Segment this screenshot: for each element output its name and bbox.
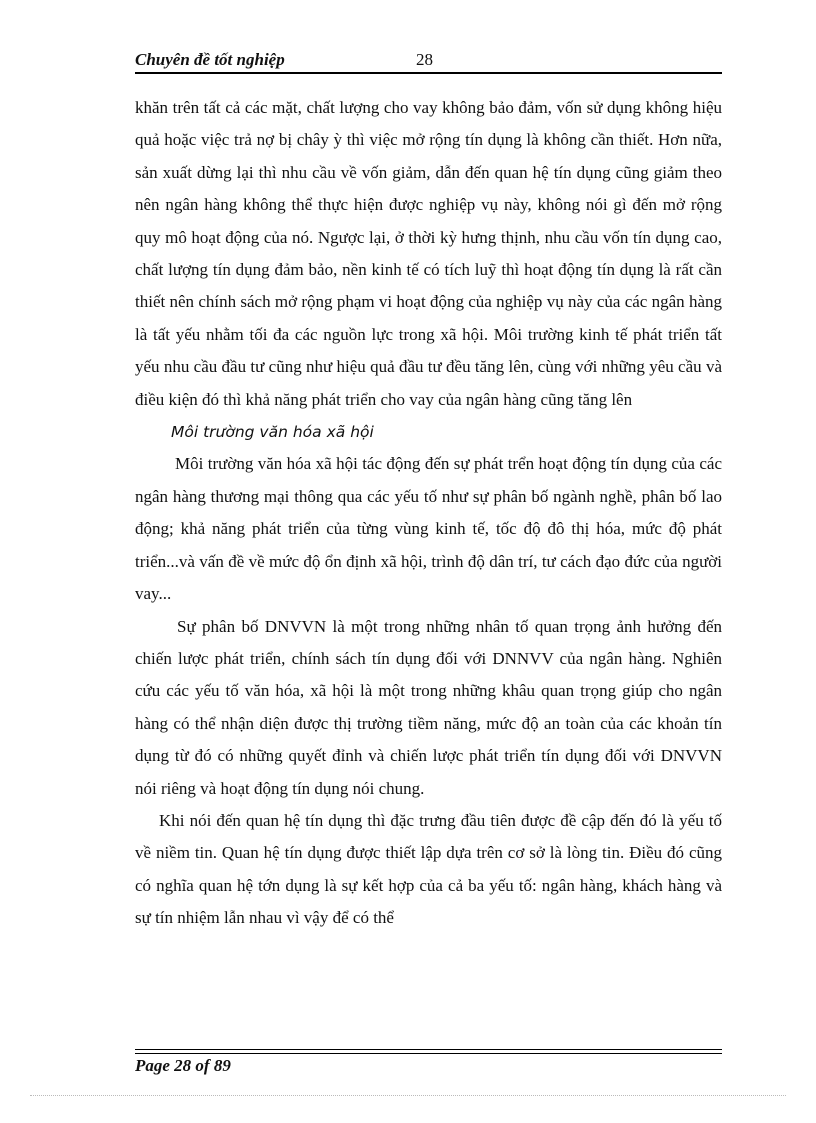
- paragraph-continuation: khăn trên tất cả các mặt, chất lượng cho vay không bảo đảm, vốn sử dụng không hiệu quả hoặc việc trả nợ bị chây ỳ thì việc mở rộng tín dụng là không cần thiết. Hơn nữa, sản xuất dừng lại thì nhu cầu về vốn giảm, dẫn đến quan hệ tín dụng cũng giảm theo nên ngân hàng không thể thực hiện được nghiệp vụ này, không nói gì đến mở rộng quy mô hoạt động của nó. Ngược lại, ở thời kỳ hưng thịnh, nhu cầu vốn tín dụng cao, chất lượng tín dụng đảm bảo, nền kinh tế có tích luỹ thì hoạt động tín dụng là rất cần thiết nên chính sách mở rộng phạm vi hoạt động của nghiệp vụ này của các ngân hàng là tất yếu nhằm tối đa các nguồn lực trong xã hội. Môi trường kinh tế phát triển tất yếu nhu cầu đầu tư cũng như hiệu quả đầu tư đều tăng lên, cùng với những yêu cầu và điều kiện đó thì khả năng phát triển cho vay của ngân hàng cũng tăng lên: [135, 98, 722, 409]
- body-text: [135, 92, 722, 935]
- section-heading: Môi trường văn hóa xã hội: [171, 423, 374, 442]
- paragraph: Khi nói đến quan hệ tín dụng thì đặc trưng đầu tiên được đề cập đến đó là yếu tố về niềm tin. Quan hệ tín dụng được thiết lập dựa trên cơ sở là lòng tin. Điều đó cũng có nghĩa quan hệ tớn dụng là sự kết hợp của cả ba yếu tố: ngân hàng, khách hàng và sự tín nhiệm lẫn nhau vì vậy để có thể: [135, 810, 722, 928]
- header-rule: [135, 72, 722, 74]
- paragraph: Môi trường văn hóa xã hội tác động đến sự phát trển hoạt động tín dụng của các ngân hàng thương mại thông qua các yếu tố như sự phân bố ngành nghề, phân bố lao động; khả năng phát triển của từng vùng kinh tế, tốc độ đô thị hóa, mức độ phát triển...và vấn đề về mức độ ổn định xã hội, trình độ dân trí, tư cách đạo đức của người vay...: [135, 454, 722, 604]
- header-title: Chuyên đề tốt nghiệp: [135, 50, 285, 69]
- footer-rule: [135, 1053, 722, 1054]
- footer-rule: [135, 1049, 722, 1050]
- page-header: [135, 50, 722, 72]
- header-page-number: 28: [416, 50, 433, 69]
- paragraph: Sự phân bố DNVVN là một trong những nhân tố quan trọng ảnh hưởng đến chiến lược phát triển, chính sách tín dụng đối với DNNVV của ngân hàng. Nghiên cứu các yếu tố văn hóa, xã hội là một trong những khâu quan trọng giúp cho ngân hàng có thể nhận diện được thị trường tiềm năng, mức độ an toàn của các khoản tín dụng từ đó có những quyết đỉnh và chiến lược phát triển tín dụng đối với DNVVN nói riêng và hoạt động tín dụng nói chung.: [135, 616, 722, 798]
- page-edge-divider: [30, 1095, 786, 1096]
- footer-page-label: Page 28 of 89: [135, 1056, 231, 1075]
